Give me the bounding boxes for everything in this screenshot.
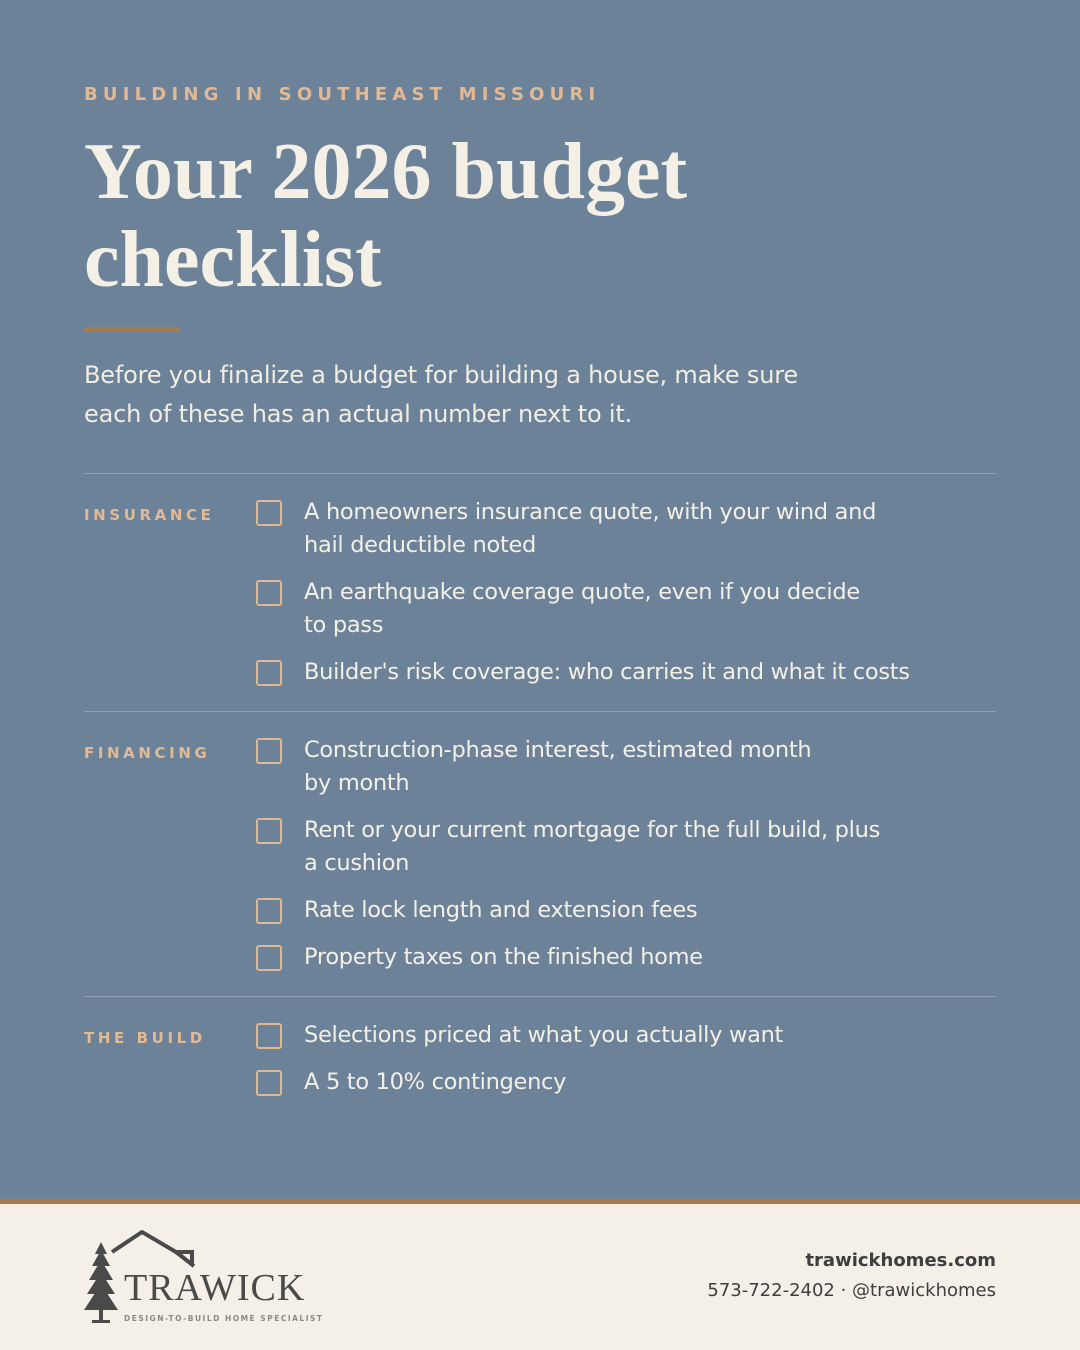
section-label-insurance: INSURANCE xyxy=(84,506,215,524)
checklist-item-text xyxy=(304,1066,1004,1099)
intro-line-1: Before you finalize a budget for building a house, make sure xyxy=(84,361,798,389)
item-line: a cushion xyxy=(304,850,410,876)
checklist-item-text xyxy=(304,734,1004,800)
page-title xyxy=(84,128,984,304)
empty-checkbox-icon[interactable] xyxy=(256,1070,282,1096)
checklist-item-text xyxy=(304,1019,1004,1052)
section-label-the-build: THE BUILD xyxy=(84,1029,206,1047)
section-divider xyxy=(84,711,996,712)
item-line: Rent or your current mortgage for the full build, plus xyxy=(304,817,880,843)
section-divider xyxy=(84,473,996,474)
logo-tagline: DESIGN-TO-BUILD HOME SPECIALIST xyxy=(124,1314,324,1323)
empty-checkbox-icon[interactable] xyxy=(256,500,282,526)
checklist-item-text xyxy=(304,496,1004,562)
checklist-item-text xyxy=(304,576,1004,642)
empty-checkbox-icon[interactable] xyxy=(256,898,282,924)
item-line: Rate lock length and extension fees xyxy=(304,897,698,923)
title-line-2: checklist xyxy=(84,216,382,304)
intro-line-2: each of these has an actual number next to it. xyxy=(84,400,633,428)
title-line-1: Your 2026 budget xyxy=(84,128,688,216)
accent-rule xyxy=(84,327,180,331)
footer xyxy=(0,1204,1080,1350)
eyebrow: BUILDING IN SOUTHEAST MISSOURI xyxy=(84,84,601,105)
empty-checkbox-icon[interactable] xyxy=(256,660,282,686)
item-line: Builder's risk coverage: who carries it and what it costs xyxy=(304,659,910,685)
trawick-logo[interactable] xyxy=(84,1230,324,1330)
item-line: by month xyxy=(304,770,410,796)
pine-tree-icon xyxy=(84,1234,124,1330)
empty-checkbox-icon[interactable] xyxy=(256,945,282,971)
item-line: An earthquake coverage quote, even if you decide xyxy=(304,579,860,605)
section-divider xyxy=(84,996,996,997)
logo-wordmark: TRAWICK xyxy=(124,1267,306,1309)
item-line: hail deductible noted xyxy=(304,532,537,558)
empty-checkbox-icon[interactable] xyxy=(256,738,282,764)
item-line: Property taxes on the finished home xyxy=(304,944,703,970)
checklist-item-text xyxy=(304,814,1004,880)
section-label-financing: FINANCING xyxy=(84,744,211,762)
checklist-item-text xyxy=(304,941,1004,974)
item-line: A 5 to 10% contingency xyxy=(304,1069,567,1095)
item-line: Selections priced at what you actually want xyxy=(304,1022,784,1048)
empty-checkbox-icon[interactable] xyxy=(256,1023,282,1049)
contact-info: 573-722-2402 · @trawickhomes xyxy=(707,1280,996,1301)
item-line: Construction-phase interest, estimated month xyxy=(304,737,812,763)
intro-text xyxy=(84,356,964,434)
checklist-item-text xyxy=(304,656,1004,689)
checklist-item-text xyxy=(304,894,1004,927)
item-line: to pass xyxy=(304,612,384,638)
item-line: A homeowners insurance quote, with your wind and xyxy=(304,499,877,525)
website-link[interactable]: trawickhomes.com xyxy=(805,1250,996,1271)
empty-checkbox-icon[interactable] xyxy=(256,580,282,606)
empty-checkbox-icon[interactable] xyxy=(256,818,282,844)
